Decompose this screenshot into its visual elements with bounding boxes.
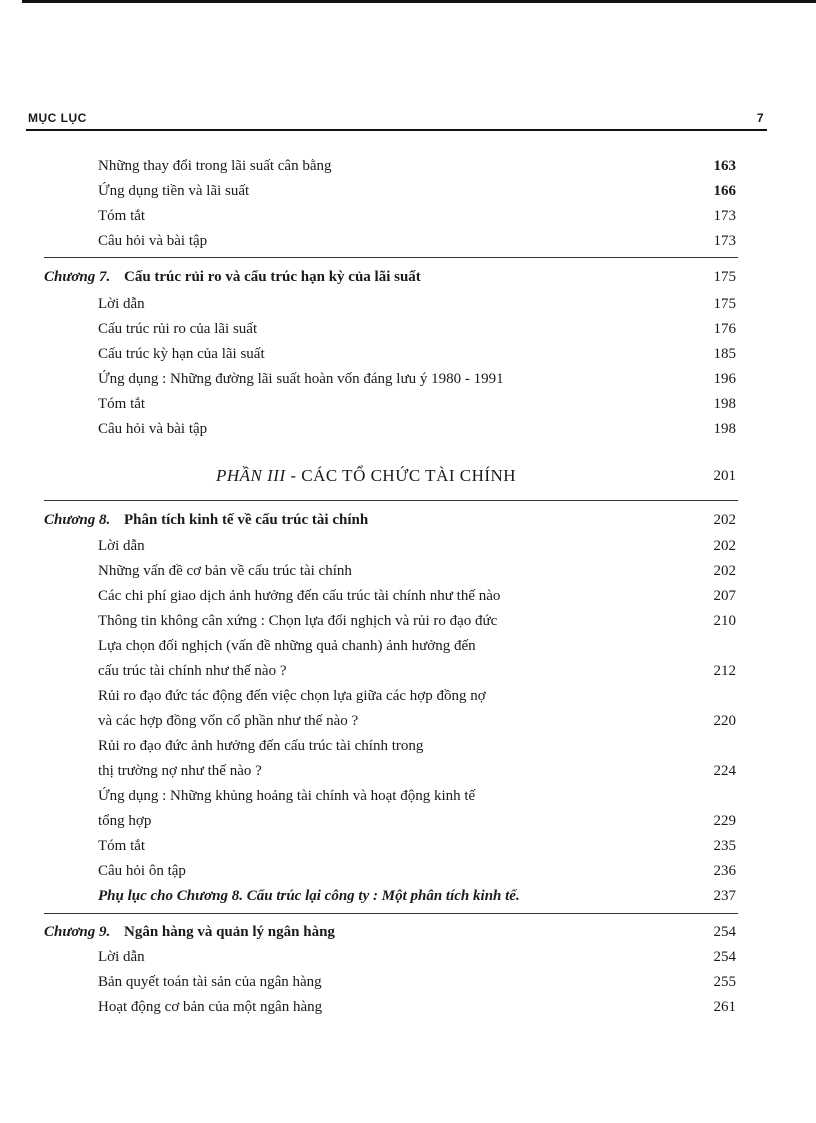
- toc-entry-label[interactable]: Câu hỏi và bài tập: [98, 233, 208, 249]
- chapter-7-label: Chương 7.: [44, 269, 111, 285]
- part-page: 201: [713, 468, 736, 484]
- running-header-page-number: 7: [756, 111, 764, 125]
- appendix-entry-label[interactable]: Phụ lục cho Chương 8. Cấu trúc lại công ty : Một phân tích kinh tế.: [98, 888, 520, 904]
- toc-entry-label[interactable]: Ứng dụng tiền và lãi suất: [98, 183, 250, 199]
- toc-entry-page: 175: [713, 296, 736, 312]
- toc-entry-page: 254: [713, 949, 736, 965]
- toc-entry-label[interactable]: Lời dẫn: [98, 949, 145, 965]
- toc-entry-page: 261: [713, 999, 736, 1015]
- chapter-divider: [44, 257, 738, 258]
- toc-entry-label[interactable]: Lựa chọn đối nghịch (vấn đề những quả chanh) ảnh hưởng đến: [98, 638, 476, 654]
- toc-entry-label[interactable]: Câu hỏi ôn tập: [98, 863, 186, 879]
- part-roman: PHẦN III: [216, 466, 286, 485]
- toc-entry-label-continued[interactable]: cấu trúc tài chính như thế nào ?: [98, 663, 287, 679]
- header-rule: [26, 129, 767, 131]
- toc-entry-label-continued[interactable]: thị trường nợ như thế nào ?: [98, 763, 262, 779]
- chapter-7-heading[interactable]: [44, 268, 421, 286]
- toc-entry-label-continued[interactable]: tổng hợp: [98, 813, 152, 829]
- toc-entry-label[interactable]: Tóm tắt: [98, 838, 146, 854]
- toc-entry-page: 202: [713, 563, 736, 579]
- toc-entry-label[interactable]: Câu hỏi và bài tập: [98, 421, 208, 437]
- toc-entry-page: 202: [713, 538, 736, 554]
- toc-entry-label[interactable]: Tóm tắt: [98, 208, 146, 224]
- toc-entry-page: 173: [713, 208, 736, 224]
- toc-entry-label[interactable]: Rủi ro đạo đức ảnh hưởng đến cấu trúc tài chính trong: [98, 738, 424, 754]
- toc-entry-label[interactable]: Những thay đổi trong lãi suất cân bằng: [98, 158, 332, 174]
- toc-entry-label[interactable]: Bản quyết toán tài sản của ngân hàng: [98, 974, 322, 990]
- toc-entry-page: 235: [713, 838, 736, 854]
- toc-entry-page: 224: [713, 763, 736, 779]
- toc-entry-label[interactable]: Thông tin không cân xứng : Chọn lựa đối nghịch và rủi ro đạo đức: [98, 613, 498, 629]
- chapter-8-label: Chương 8.: [44, 512, 111, 528]
- toc-entry-page: 212: [713, 663, 736, 679]
- part-title: - CÁC TỔ CHỨC TÀI CHÍNH: [285, 466, 517, 485]
- chapter-8-title: Phân tích kinh tế về cấu trúc tài chính: [123, 512, 369, 528]
- running-header: [28, 111, 764, 125]
- toc-entry-label[interactable]: Ứng dụng : Những đường lãi suất hoàn vốn đáng lưu ý 1980 - 1991: [98, 371, 504, 387]
- chapter-8-page: 202: [713, 512, 736, 528]
- chapter-divider: [44, 913, 738, 914]
- chapter-divider: [44, 500, 738, 501]
- toc-entry-label-continued[interactable]: và các hợp đồng vốn cổ phần như thế nào ?: [98, 713, 359, 729]
- toc-entry-label[interactable]: Tóm tắt: [98, 396, 146, 412]
- toc-entry-page: 220: [713, 713, 736, 729]
- toc-entry-label[interactable]: Ứng dụng : Những khủng hoảng tài chính và hoạt động kinh tế: [98, 788, 476, 804]
- toc-entry-page: 196: [713, 371, 736, 387]
- toc-entry-label[interactable]: Các chi phí giao dịch ảnh hưởng đến cấu trúc tài chính như thế nào: [98, 588, 501, 604]
- chapter-9-title: Ngân hàng và quản lý ngân hàng: [123, 924, 335, 940]
- toc-entry-page: 176: [713, 321, 736, 337]
- toc-entry-page: 210: [713, 613, 736, 629]
- toc-entry-page: 255: [713, 974, 736, 990]
- toc-entry-page: 229: [713, 813, 736, 829]
- toc-entry-page: 185: [713, 346, 736, 362]
- chapter-9-heading[interactable]: [44, 923, 335, 941]
- top-border-rule: [22, 0, 816, 3]
- appendix-entry-page: 237: [713, 888, 736, 904]
- chapter-7-title: Cấu trúc rủi ro và cấu trúc hạn kỳ của lãi suất: [123, 269, 421, 285]
- toc-entry-label[interactable]: Lời dẫn: [98, 296, 145, 312]
- toc-entry-page: 198: [713, 396, 736, 412]
- toc-entry-page: 163: [713, 158, 736, 174]
- toc-entry-page: 198: [713, 421, 736, 437]
- toc-entry-label[interactable]: Cấu trúc rủi ro của lãi suất: [98, 321, 258, 337]
- toc-entry-label[interactable]: Cấu trúc kỳ hạn của lãi suất: [98, 346, 265, 362]
- toc-entry-label[interactable]: Hoạt động cơ bản của một ngân hàng: [98, 999, 323, 1015]
- toc-entry-page: 207: [713, 588, 736, 604]
- running-header-title: MỤC LỤC: [28, 111, 87, 125]
- chapter-7-page: 175: [713, 269, 736, 285]
- toc-entry-page: 166: [713, 183, 736, 199]
- toc-entry-label[interactable]: Rủi ro đạo đức tác động đến việc chọn lựa giữa các hợp đồng nợ: [98, 688, 486, 704]
- chapter-9-label: Chương 9.: [44, 924, 111, 940]
- toc-entry-label[interactable]: Những vấn đề cơ bản về cấu trúc tài chính: [98, 563, 352, 579]
- toc-entry-label[interactable]: Lời dẫn: [98, 538, 145, 554]
- toc-entry-page: 236: [713, 863, 736, 879]
- chapter-8-heading[interactable]: [44, 511, 368, 529]
- chapter-9-page: 254: [713, 924, 736, 940]
- toc-entry-page: 173: [713, 233, 736, 249]
- part-heading[interactable]: [216, 466, 516, 486]
